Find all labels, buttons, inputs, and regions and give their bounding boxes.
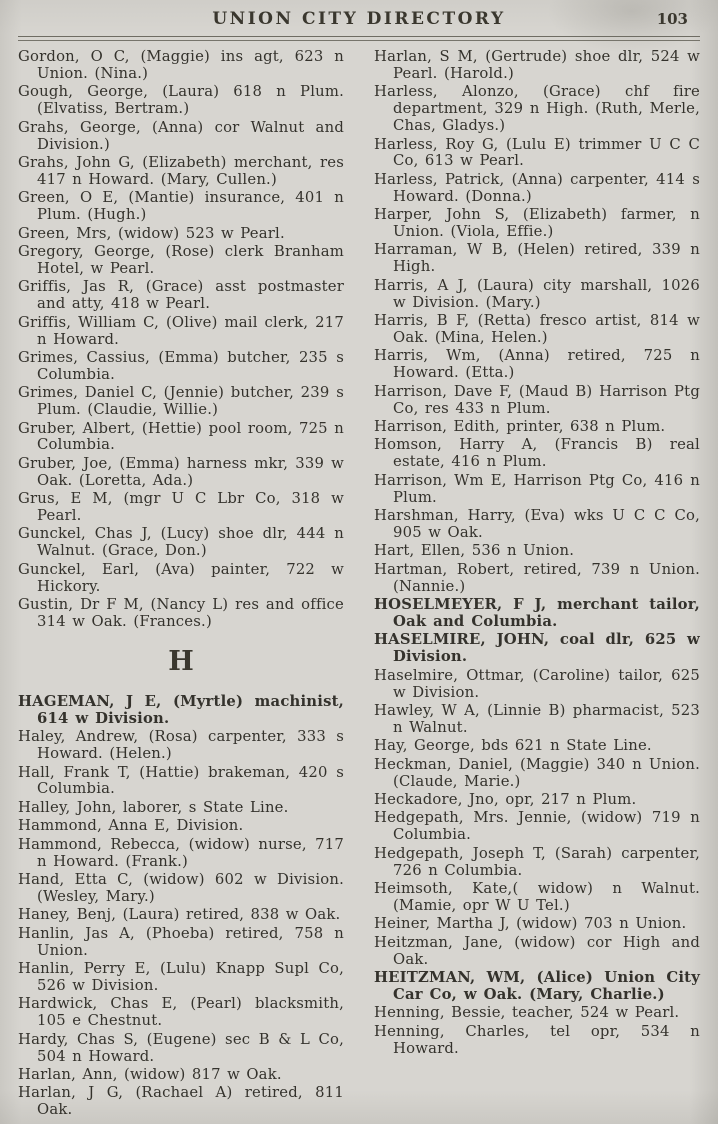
directory-entry: Gough, George, (Laura) 618 n Plum. (Elvatiss, Bertram.) (18, 83, 344, 118)
directory-entry: Gruber, Albert, (Hettie) pool room, 725 n Columbia. (18, 419, 344, 454)
directory-entry: Gruber, Joe, (Emma) harness mkr, 339 w Oak. (Loretta, Ada.) (18, 454, 344, 489)
directory-entry: Harless, Patrick, (Anna) carpenter, 414 s Howard. (Donna.) (374, 170, 700, 205)
directory-entry: HOSELMEYER, F J, merchant tailor, Oak and Columbia. (374, 596, 700, 630)
directory-entry: Harris, B F, (Retta) fresco artist, 814 w Oak. (Mina, Helen.) (374, 312, 700, 346)
directory-entry: Hardwick, Chas E, (Pearl) blacksmith, 105 e Chestnut. (18, 995, 344, 1030)
directory-entry: Gunckel, Earl, (Ava) painter, 722 w Hickory. (18, 560, 344, 595)
directory-entry: Green, O E, (Mantie) insurance, 401 n Plum. (Hugh.) (18, 189, 344, 224)
right-column (374, 49, 700, 1121)
directory-columns (18, 41, 700, 1121)
directory-entry: Heimsoth, Kate,( widow) n Walnut. (Mamie, opr W U Tel.) (374, 880, 700, 914)
directory-entry: Heitzman, Jane, (widow) cor High and Oak. (374, 933, 700, 968)
entries-right-column (374, 49, 700, 1058)
directory-entry: Hammond, Rebecca, (widow) nurse, 717 n Howard. (Frank.) (18, 835, 344, 870)
directory-entry: Harrison, Wm E, Harrison Ptg Co, 416 n Plum. (374, 471, 700, 506)
directory-entry: Harrison, Dave F, (Maud B) Harrison Ptg Co, res 433 n Plum. (374, 382, 700, 417)
entries-letter-h (18, 694, 344, 1119)
directory-entry: Harlan, J G, (Rachael A) retired, 811 Oak. (18, 1084, 344, 1119)
directory-entry: Henning, Charles, tel opr, 534 n Howard. (374, 1022, 700, 1057)
directory-entry: Haley, Andrew, (Rosa) carpenter, 333 s Howard. (Helen.) (18, 728, 344, 763)
directory-entry: Gustin, Dr F M, (Nancy L) res and office 314 w Oak. (Frances.) (18, 596, 344, 630)
directory-entry: Hanlin, Perry E, (Lulu) Knapp Supl Co, 526 w Division. (18, 960, 344, 994)
directory-entry: Gunckel, Chas J, (Lucy) shoe dlr, 444 n Walnut. (Grace, Don.) (18, 525, 344, 560)
directory-entry: Gordon, O C, (Maggie) ins agt, 623 n Union. (Nina.) (18, 48, 344, 82)
directory-entry: Harraman, W B, (Helen) retired, 339 n High. (374, 241, 700, 276)
directory-entry: Hartman, Robert, retired, 739 n Union. (Nannie.) (374, 560, 700, 595)
directory-entry: Heiner, Martha J, (widow) 703 n Union. (374, 915, 687, 933)
directory-entry: Griffis, William C, (Olive) mail clerk, 217 n Howard. (18, 313, 344, 348)
directory-entry: Homson, Harry A, (Francis B) real estate, 416 n Plum. (374, 436, 700, 471)
directory-entry: Hardy, Chas S, (Eugene) sec B & L Co, 504 n Howard. (18, 1030, 344, 1065)
directory-entry: Green, Mrs, (widow) 523 w Pearl. (18, 224, 285, 242)
directory-entry: Henning, Bessie, teacher, 524 w Pearl. (374, 1004, 680, 1022)
directory-entry: Hanlin, Jas A, (Phoeba) retired, 758 n Union. (18, 924, 344, 959)
directory-entry: Harrison, Edith, printer, 638 n Plum. (374, 418, 666, 436)
directory-entry: Grahs, George, (Anna) cor Walnut and Division.) (18, 118, 344, 153)
directory-entry: Harless, Roy G, (Lulu E) trimmer U C C Co, 613 w Pearl. (374, 135, 700, 170)
directory-entry: Harper, John S, (Elizabeth) farmer, n Union. (Viola, Effie.) (374, 206, 700, 241)
directory-entry: Harlan, Ann, (widow) 817 w Oak. (18, 1065, 282, 1083)
directory-entry: Griffis, Jas R, (Grace) asst postmaster and atty, 418 w Pearl. (18, 278, 344, 313)
directory-entry: Heckadore, Jno, opr, 217 n Plum. (374, 791, 637, 809)
directory-entry: Hart, Ellen, 536 n Union. (374, 542, 575, 560)
directory-entry: HAGEMAN, J E, (Myrtle) machinist, 614 w Division. (18, 692, 344, 727)
directory-entry: Grimes, Daniel C, (Jennie) butcher, 239 s Plum. (Claudie, Willie.) (18, 384, 344, 419)
entries-letter-g (18, 49, 344, 631)
left-column (18, 49, 344, 1121)
directory-entry: Gregory, George, (Rose) clerk Branham Hotel, w Pearl. (18, 242, 344, 277)
directory-entry: HEITZMAN, WM, (Alice) Union City Car Co, w Oak. (Mary, Charlie.) (374, 969, 700, 1004)
page-header (18, 7, 700, 31)
directory-entry: Haney, Benj, (Laura) retired, 838 w Oak. (18, 906, 341, 924)
directory-entry: Grimes, Cassius, (Emma) butcher, 235 s Columbia. (18, 348, 344, 383)
directory-entry: Hedgepath, Mrs. Jennie, (widow) 719 n Columbia. (374, 809, 700, 844)
directory-entry: Hammond, Anna E, Division. (18, 817, 244, 835)
directory-entry: HASELMIRE, JOHN, coal dlr, 625 w Division. (374, 631, 700, 666)
directory-entry: Harris, A J, (Laura) city marshall, 1026 w Division. (Mary.) (374, 276, 700, 311)
directory-entry: Grus, E M, (mgr U C Lbr Co, 318 w Pearl. (18, 490, 344, 525)
section-letter-h: H (168, 645, 194, 677)
directory-entry: Hall, Frank T, (Hattie) brakeman, 420 s Columbia. (18, 763, 344, 798)
directory-entry: Harless, Alonzo, (Grace) chf fire department, 329 n High. (Ruth, Merle, Chas, Gladys.) (374, 83, 700, 135)
page-title: UNION CITY DIRECTORY (212, 9, 506, 29)
directory-entry: Harris, Wm, (Anna) retired, 725 n Howard. (Etta.) (374, 347, 700, 382)
page-number: 103 (656, 10, 688, 28)
directory-entry: Halley, John, laborer, s State Line. (18, 798, 289, 816)
directory-entry: Haselmire, Ottmar, (Caroline) tailor, 625 w Division. (374, 666, 700, 701)
directory-entry: Grahs, John G, (Elizabeth) merchant, res 417 n Howard. (Mary, Cullen.) (18, 153, 344, 188)
directory-entry: Hay, George, bds 621 n State Line. (374, 737, 652, 755)
directory-entry: Harshman, Harry, (Eva) wks U C C Co, 905 w Oak. (374, 507, 700, 541)
directory-entry: Harlan, S M, (Gertrude) shoe dlr, 524 w Pearl. (Harold.) (374, 48, 700, 82)
directory-entry: Heckman, Daniel, (Maggie) 340 n Union. (Claude, Marie.) (374, 755, 700, 790)
directory-entry: Hand, Etta C, (widow) 602 w Division. (Wesley, Mary.) (18, 870, 344, 905)
directory-entry: Hedgepath, Joseph T, (Sarah) carpenter, 726 n Columbia. (374, 844, 700, 879)
directory-entry: Hawley, W A, (Linnie B) pharmacist, 523 n Walnut. (374, 702, 700, 736)
